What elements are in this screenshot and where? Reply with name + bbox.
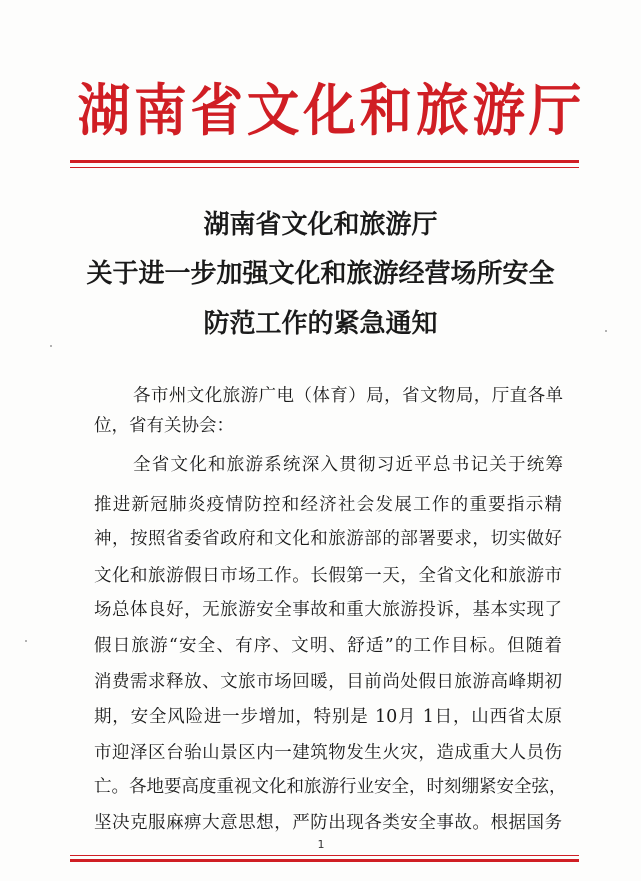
body-line: 神，按照省委省政府和文化和旅游部的部署要求，切实做好 <box>94 529 562 549</box>
page-number: 1 <box>317 838 325 851</box>
body-line: 坚决克服麻痹大意思想，严防出现各类安全事故。根据国务 <box>94 813 562 833</box>
letterhead-rule-thick <box>70 160 579 163</box>
notice-title-line-2: 关于进一步加强文化和旅游经营场所安全 <box>86 259 555 289</box>
body-line: 亡。各地要高度重视文化和旅游行业安全，时刻绷紧安全弦， <box>94 777 567 797</box>
body-line: 市迎泽区台骀山景区内一建筑物发生火灾，造成重大人员伤 <box>94 743 562 763</box>
body-line: 全省文化和旅游系统深入贯彻习近平总书记关于统筹 <box>133 455 563 475</box>
footer-rule-thick <box>70 859 579 862</box>
scan-speck <box>50 345 52 347</box>
scan-speck <box>605 330 607 332</box>
body-line: 位，省有关协会： <box>94 416 234 436</box>
scan-speck <box>25 640 27 642</box>
body-line: 期，安全风险进一步增加，特别是 10月 1日，山西省太原 <box>94 707 562 727</box>
body-line: 文化和旅游假日市场工作。长假第一天，全省文化和旅游市 <box>94 566 562 586</box>
notice-title-line-1: 湖南省文化和旅游厅 <box>203 210 438 240</box>
notice-title-line-3: 防范工作的紧急通知 <box>203 309 438 339</box>
body-line: 推进新冠肺炎疫情防控和经济社会发展工作的重要指示精 <box>94 495 562 515</box>
letterhead-rule-thin <box>70 167 579 168</box>
body-line: 场总体良好，无旅游安全事故和重大旅游投诉，基本实现了 <box>94 600 562 620</box>
body-line: 消费需求释放、文旅市场回暖，目前尚处假日旅游高峰期初 <box>94 672 562 692</box>
agency-letterhead: 湖南省文化和旅游厅 <box>77 79 586 144</box>
body-line: 各市州文化旅游广电（体育）局，省文物局，厅直各单 <box>133 386 563 406</box>
body-line: 假日旅游“安全、有序、文明、舒适”的工作目标。但随着 <box>94 636 562 656</box>
footer-rule-thin <box>70 855 579 856</box>
